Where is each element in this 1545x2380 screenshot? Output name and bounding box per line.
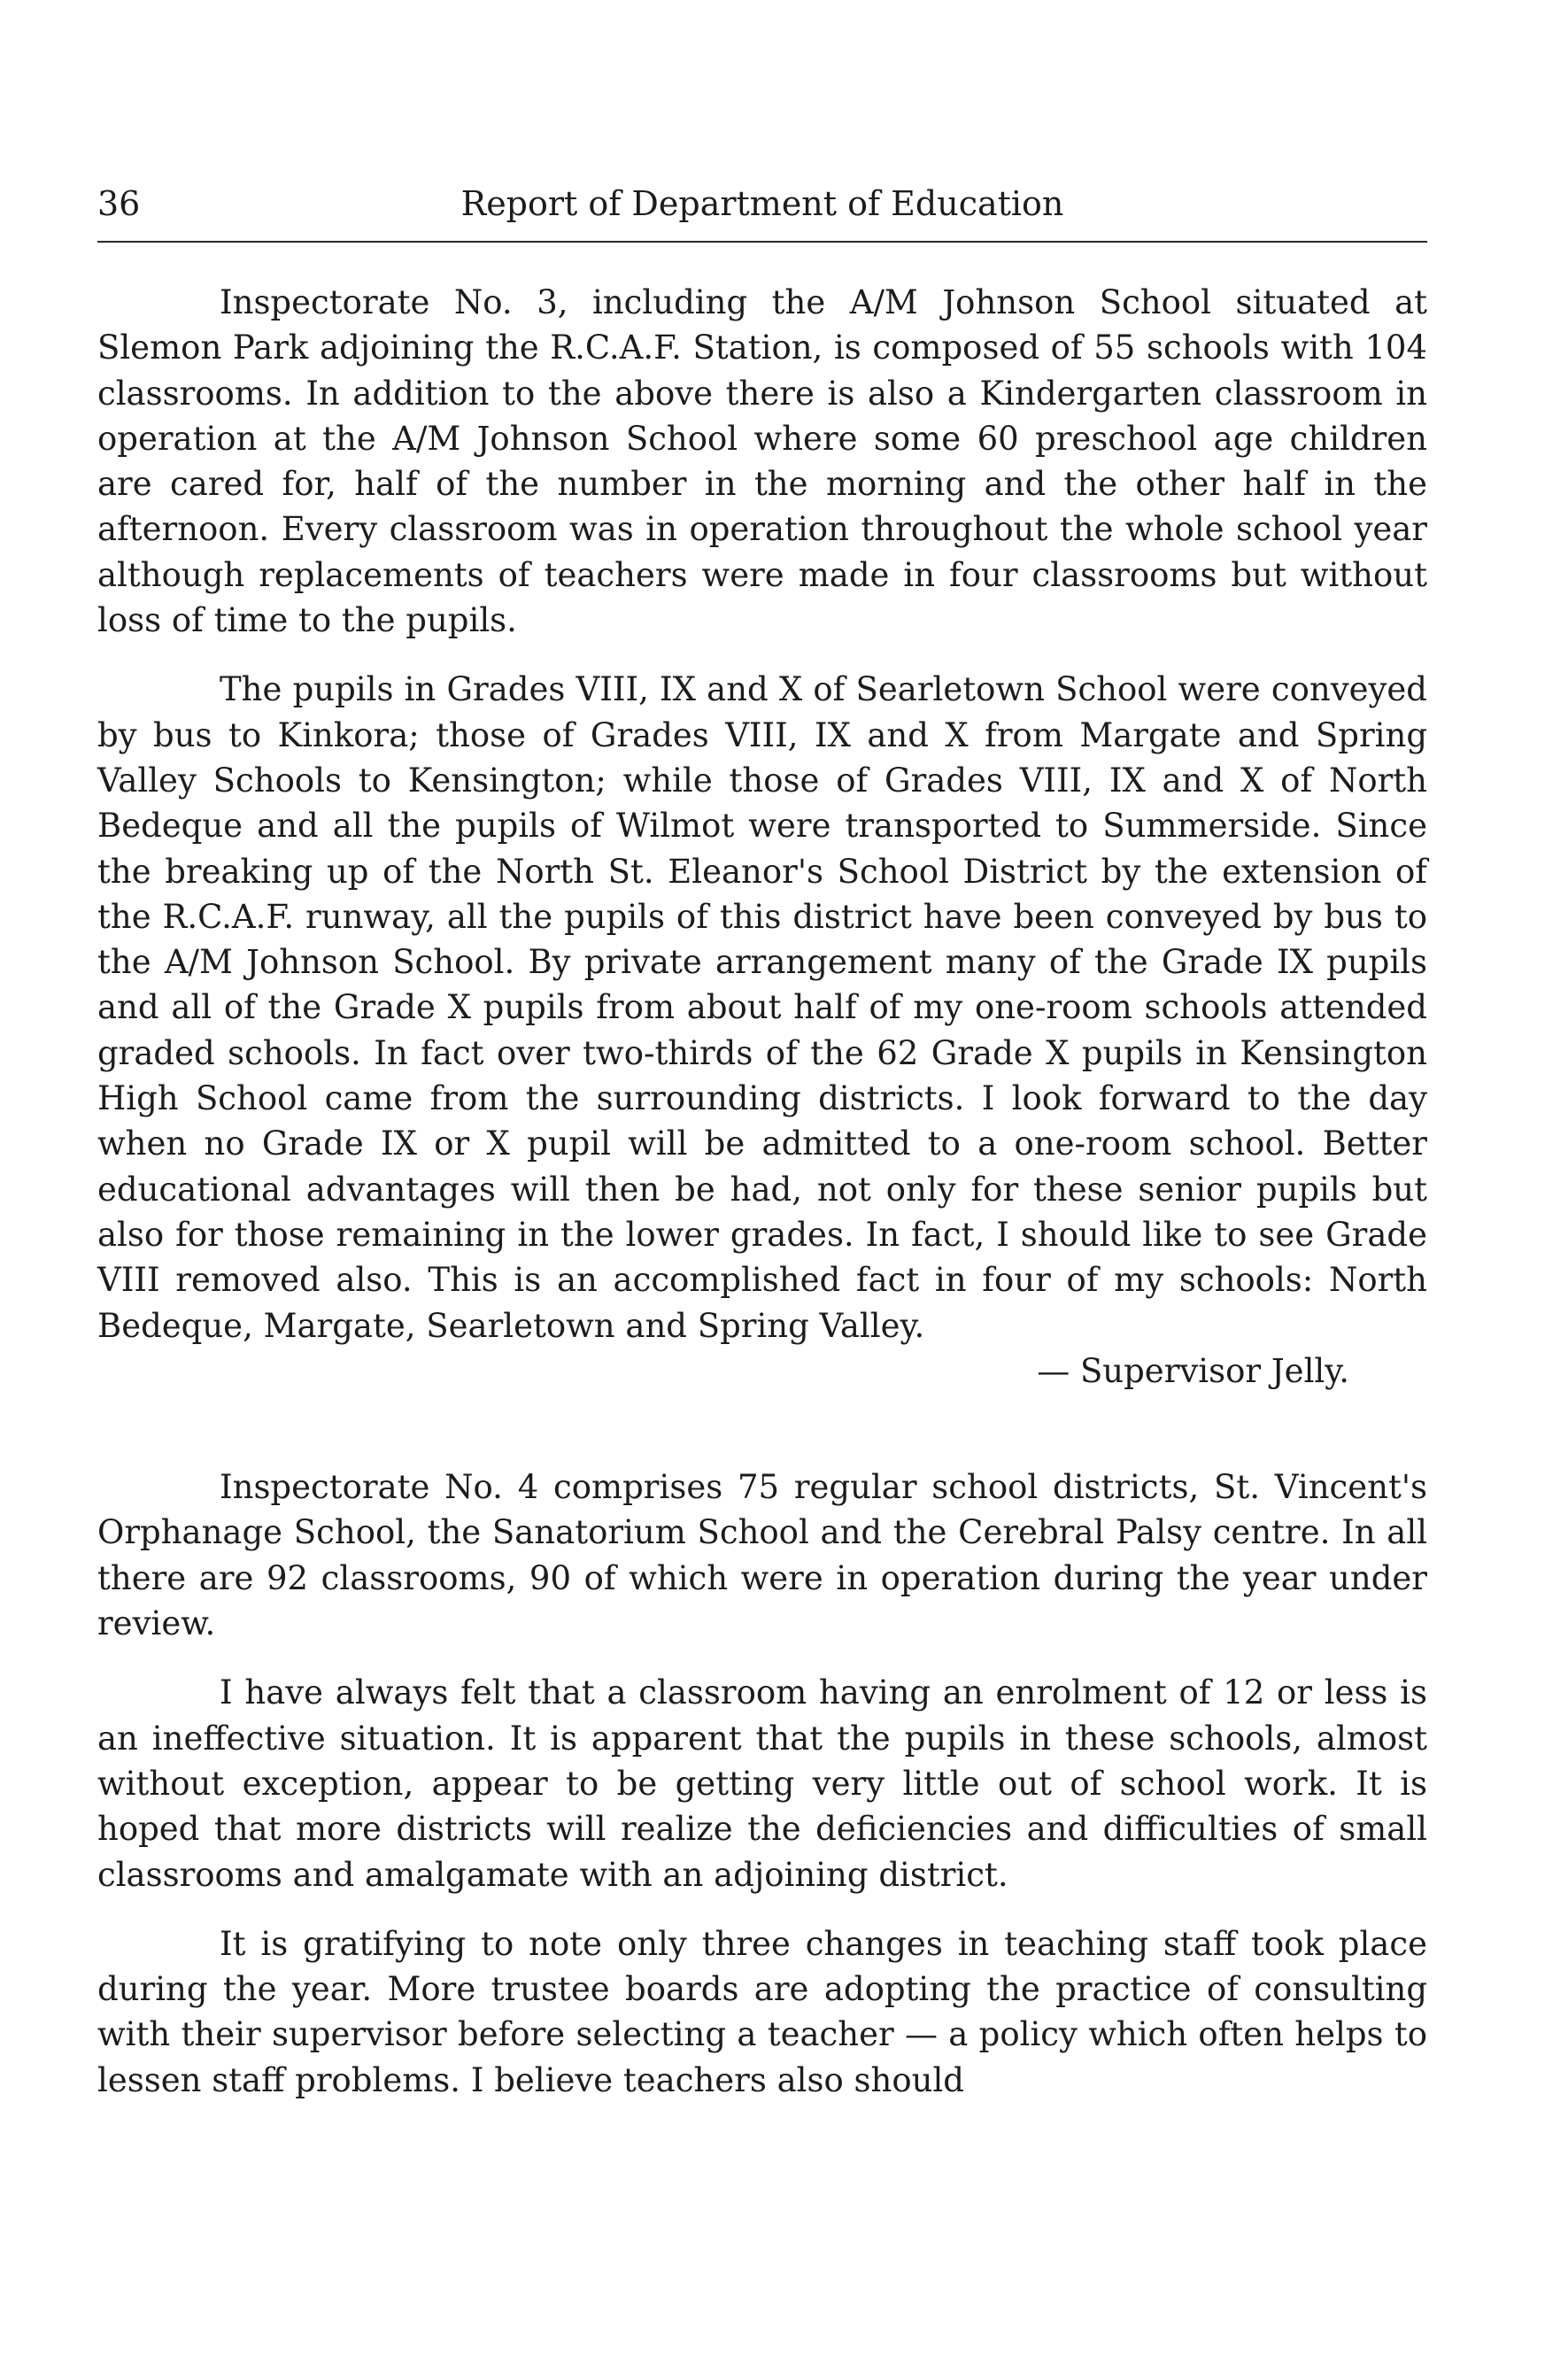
paragraph-inspectorate-4: Inspectorate No. 4 comprises 75 regular school districts, St. Vincent's Orphanage School, the Sanatorium School and the Cerebral Palsy centre. In all there are 92 classrooms, 90 of which were in operation during the year under review. (97, 1468, 1427, 1643)
paragraph-classroom-enrolment: I have always felt that a classroom having an enrolment of 12 or less is an ineffective situation. It is apparent that the pupils in these schools, almost without exception, appear to be getting very little out of school work. It is hoped that more districts will realize the deficiencies and difficulties of small classrooms and amalgamate with an adjoining district. (97, 1673, 1427, 1894)
document-page (97, 177, 1427, 2103)
paragraph-pupils-conveyed: The pupils in Grades VIII, IX and X of Searletown School were conveyed by bus to Kinkora; those of Grades VIII, IX and X from Margate and Spring Valley Schools to Kensington; while those of Grades VIII, IX and X of North Bedeque and all the pupils of Wilmot were transported to Summerside. Since the breaking up of the North St. Eleanor's School District by the extension of the R.C.A.F. runway, all the pupils of this district have been conveyed by bus to the A/M Johnson School. By private arrangement many of the Grade IX pupils and all of the Grade X pupils from about half of my one-room schools attended graded schools. In fact over two-thirds of the 62 Grade X pupils in Kensington High School came from the surrounding districts. I look forward to the day when no Grade IX or X pupil will be admitted to a one-room school. Better educational advantages will then be had, not only for these senior pupils but also for those remaining in the lower grades. In fact, I should like to see Grade VIII removed also. This is an accomplished fact in four of my schools: North Bedeque, Margate, Searletown and Spring Valley. (97, 670, 1427, 1345)
body-text (97, 280, 1427, 2103)
page-number: 36 (97, 184, 141, 223)
paragraph-teaching-staff: It is gratifying to note only three changes in teaching staff took place during the year. More trustee boards are adopting the practice of consulting with their supervisor before selecting a teacher — a policy which often helps to lessen staff problems. I believe teachers also should (97, 1924, 1427, 2099)
running-header (97, 177, 1427, 230)
header-rule (97, 241, 1427, 243)
paragraph-inspectorate-3: Inspectorate No. 3, including the A/M Johnson School situated at Slemon Park adjoining the R.C.A.F. Station, is composed of 55 schools with 104 classrooms. In addition to the above there is also a Kindergarten classroom in operation at the A/M Johnson School where some 60 preschool age children are cared for, half of the number in the morning and the other half in the afternoon. Every classroom was in operation throughout the whole school year although replacements of teachers were made in four classrooms but without loss of time to the pupils. (97, 283, 1427, 640)
signature-supervisor-jelly: — Supervisor Jelly. (1037, 1351, 1349, 1390)
running-title: Report of Department of Education (460, 184, 1064, 223)
